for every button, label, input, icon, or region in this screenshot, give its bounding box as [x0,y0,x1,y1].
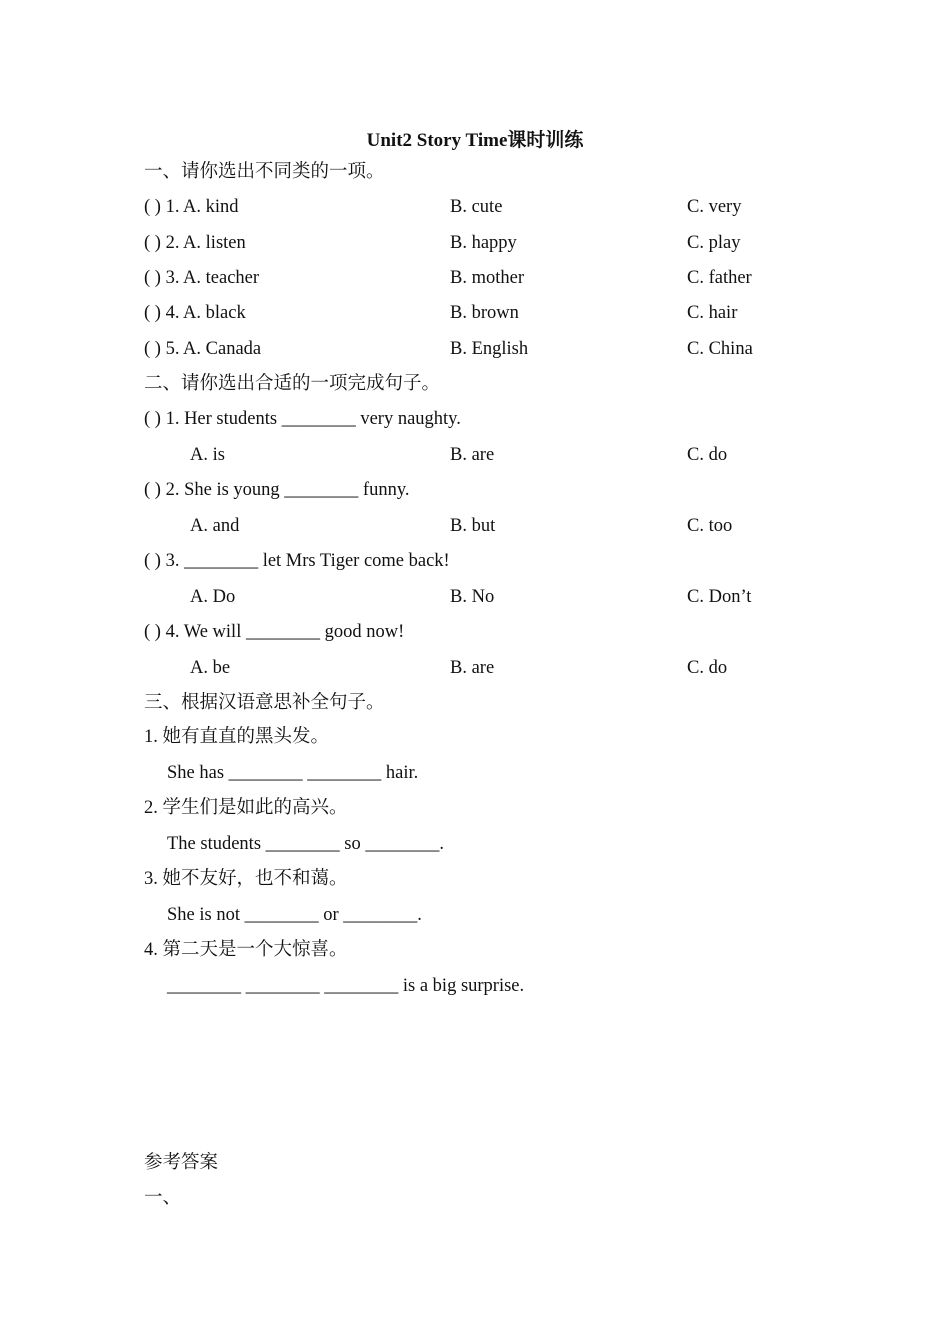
section2-options [0,657,950,681]
section3-english: She has ________ ________ hair. [167,763,419,783]
option-b: B. cute [450,197,503,217]
option-c: C. China [687,339,753,359]
section2-question: ( ) 3. ________ let Mrs Tiger come back! [144,551,450,571]
section2-options [0,444,950,468]
item-question: ( ) 2. A. listen [144,233,246,253]
option-a: A. and [190,516,240,536]
page-title: Unit2 Story Time课时训练 [366,130,584,151]
option-b: B. No [450,587,495,607]
option-a: A. Do [190,587,236,607]
item-question: ( ) 3. A. teacher [144,268,260,288]
section3-english: The students ________ so ________. [167,834,444,854]
section3-chinese: 4. 第二天是一个大惊喜。 [144,940,348,960]
section3-chinese: 3. 她不友好，也不和蔼。 [144,869,348,889]
option-c: C. father [687,268,752,288]
option-c: C. do [687,658,728,678]
section3-heading: 三、根据汉语意思补全句子。 [144,693,385,713]
item-question: ( ) 5. A. Canada [144,339,262,359]
option-b: B. are [450,658,495,678]
option-c: C. too [687,516,733,536]
section1-item [0,267,950,291]
section3-chinese: 1. 她有直直的黑头发。 [144,727,330,747]
section2-question: ( ) 1. Her students ________ very naughty. [144,409,461,429]
option-a: A. be [190,658,231,678]
item-question: ( ) 4. A. black [144,303,246,323]
option-c: C. play [687,233,741,253]
option-c: C. very [687,197,742,217]
option-c: C. Don’t [687,587,752,607]
section2-options [0,515,950,539]
option-c: C. hair [687,303,738,323]
section1-item [0,338,950,362]
section1-item [0,232,950,256]
section3-chinese: 2. 学生们是如此的高兴。 [144,798,348,818]
answers-section-label: 一、 [144,1188,182,1208]
section1-heading: 一、请你选出不同类的一项。 [144,162,385,182]
option-b: B. happy [450,233,517,253]
section2-question: ( ) 2. She is young ________ funny. [144,480,410,500]
option-b: B. brown [450,303,519,323]
option-b: B. are [450,445,495,465]
option-c: C. do [687,445,728,465]
option-a: A. is [190,445,225,465]
section3-english: She is not ________ or ________. [167,905,422,925]
section2-options [0,586,950,610]
section2-heading: 二、请你选出合适的一项完成句子。 [144,374,441,394]
section3-english: ________ ________ ________ is a big surprise. [167,976,525,996]
section1-item [0,302,950,326]
item-question: ( ) 1. A. kind [144,197,239,217]
option-b: B. but [450,516,496,536]
section2-question: ( ) 4. We will ________ good now! [144,622,405,642]
option-b: B. mother [450,268,524,288]
option-b: B. English [450,339,529,359]
answers-heading: 参考答案 [144,1153,219,1173]
section1-item [0,196,950,220]
